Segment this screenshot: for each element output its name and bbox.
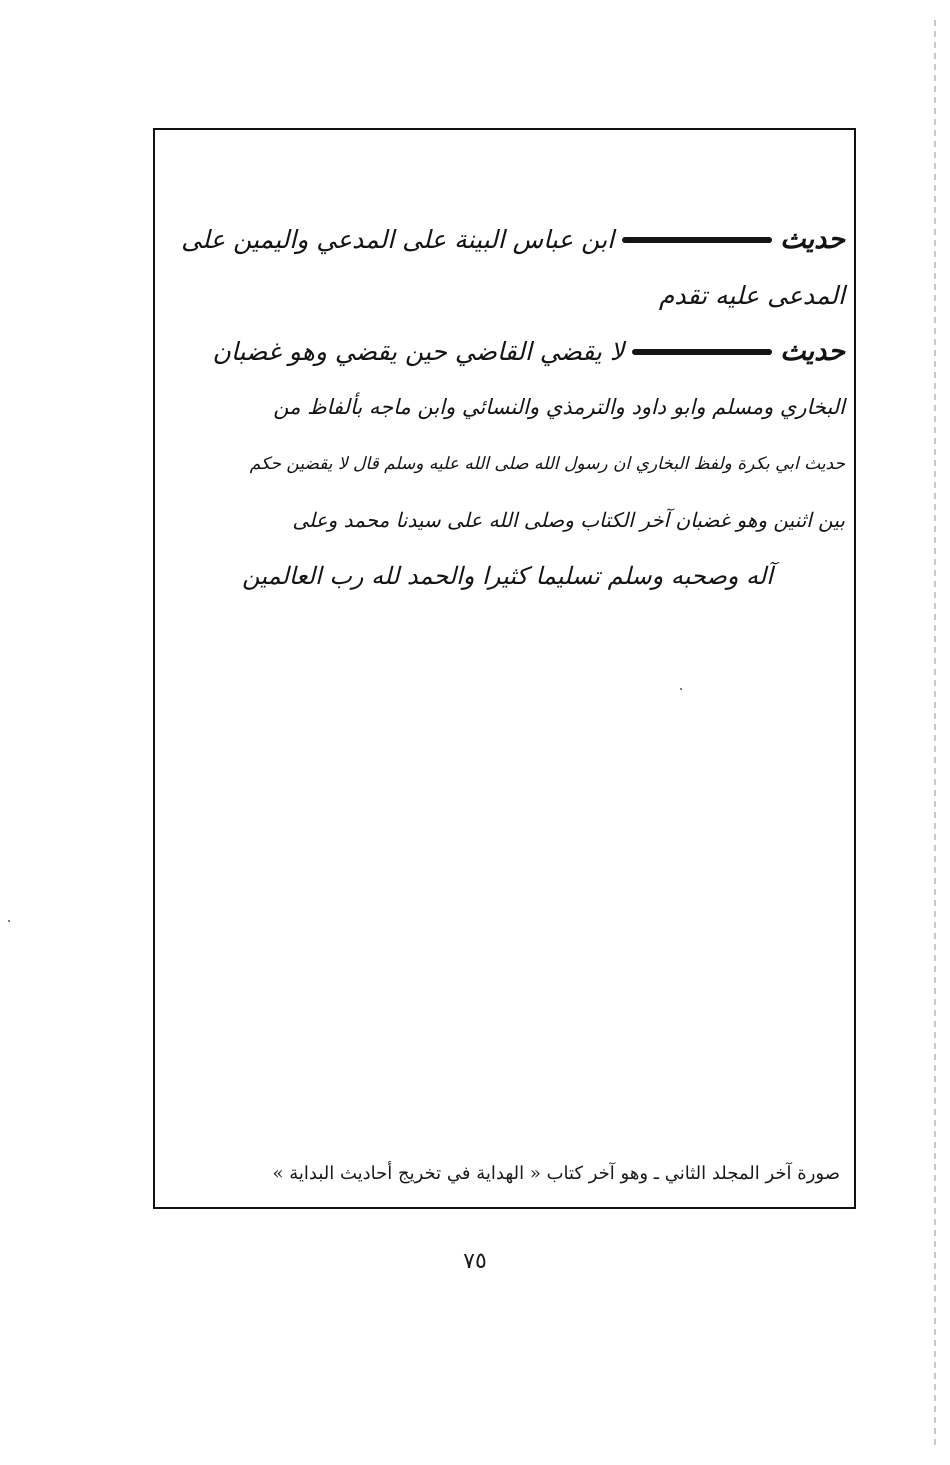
manuscript-line bbox=[170, 324, 845, 380]
hadith-heading: حديث bbox=[780, 223, 845, 255]
hadith-heading: حديث bbox=[780, 335, 845, 367]
heading-dash bbox=[622, 237, 772, 243]
manuscript-line-text: ابن عباس البينة على المدعي واليمين على bbox=[181, 225, 615, 254]
manuscript-line bbox=[170, 212, 845, 268]
manuscript-line bbox=[170, 268, 845, 324]
manuscript-line-text: آله وصحبه وسلم تسليما كثيرا والحمد لله رب العالمين bbox=[242, 561, 773, 590]
manuscript-line bbox=[170, 380, 845, 436]
manuscript-line bbox=[170, 492, 845, 548]
heading-dash bbox=[632, 349, 772, 355]
manuscript-line bbox=[170, 436, 845, 492]
manuscript-line-text: البخاري ومسلم وابو داود والترمذي والنسائي وابن ماجه بألفاظ من bbox=[273, 395, 845, 420]
manuscript-line-text: لا يقضي القاضي حين يقضي وهو غضبان bbox=[212, 337, 625, 366]
manuscript-text bbox=[170, 200, 845, 604]
manuscript-line-text: المدعى عليه تقدم bbox=[658, 281, 845, 310]
page-caption: صورة آخر المجلد الثاني ـ وهو آخر كتاب « الهداية في تخريج أحاديث البداية » bbox=[272, 1163, 840, 1184]
manuscript-line-text: حديث ابي بكرة ولفظ البخاري ان رسول الله صلى الله عليه وسلم قال لا يقضين حكم bbox=[249, 453, 845, 474]
page-number: ٧٥ bbox=[463, 1249, 487, 1274]
manuscript-line-text: بين اثنين وهو غضبان آخر الكتاب وصلى الله على سيدنا محمد وعلى bbox=[292, 508, 845, 532]
scan-speck bbox=[680, 688, 682, 690]
page-edge-shadow bbox=[934, 20, 936, 1445]
manuscript-line bbox=[170, 548, 845, 604]
scan-speck bbox=[8, 920, 10, 922]
